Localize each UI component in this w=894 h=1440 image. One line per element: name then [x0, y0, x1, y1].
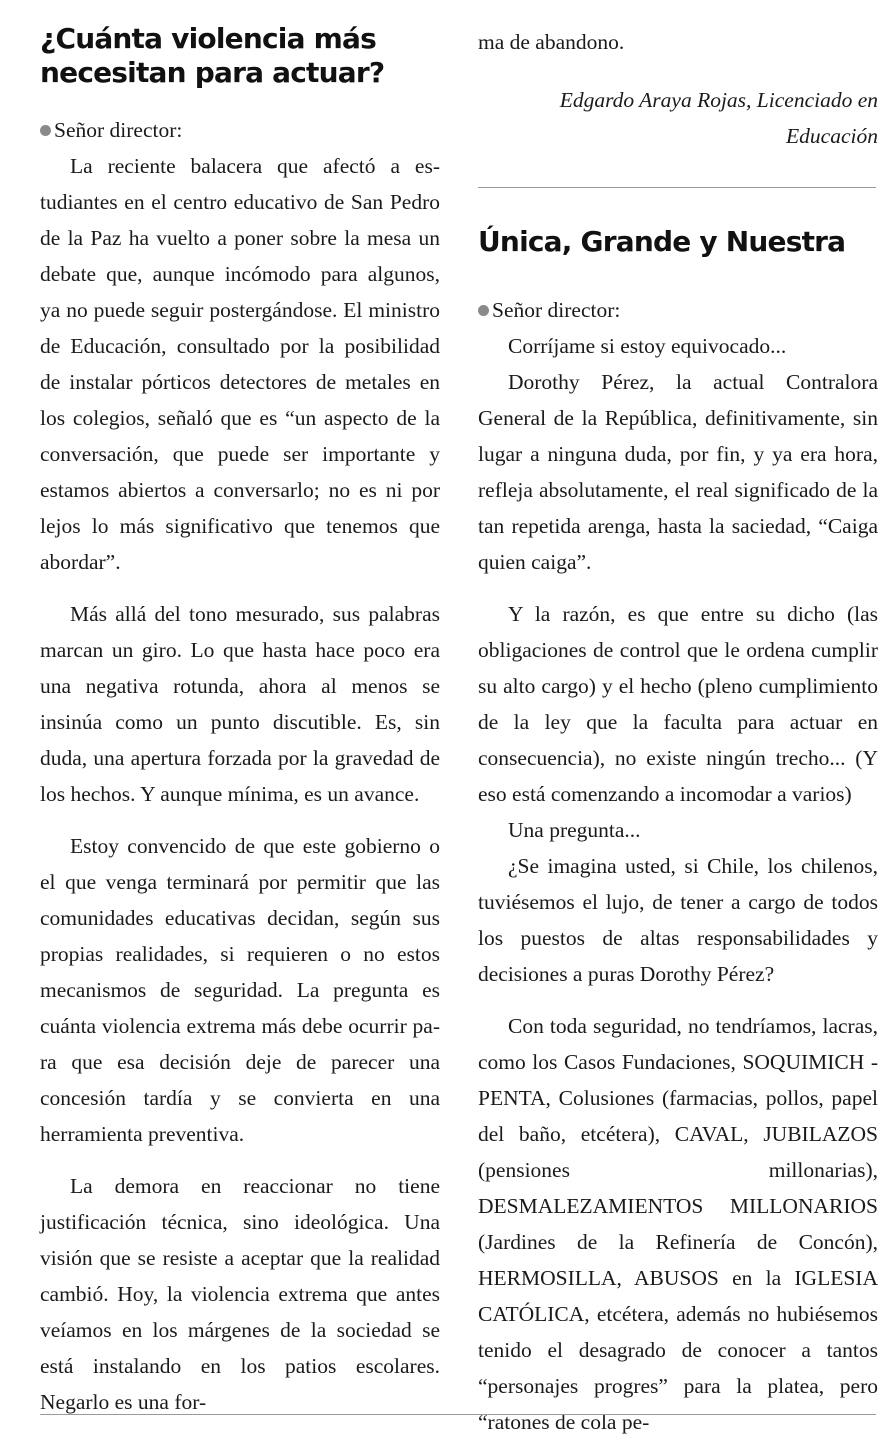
- letter-2-body: [478, 328, 878, 1440]
- column-divider-rule: [478, 187, 876, 188]
- letter-2-paragraph-4: Una pregunta...: [508, 818, 641, 842]
- page-bottom-rule: [40, 1414, 876, 1415]
- letter-2-headline-text: Única, Grande y Nuestra: [478, 225, 846, 258]
- letter-1-body: [40, 148, 440, 1420]
- letter-2-paragraph-3: Y la razón, es que entre su dicho (las obligaciones de control que le ordena cumplir su alto cargo) y el hecho (pleno cumplimiento de la ley que la faculta para actuar en consecuencia), no existe ningún trecho... (Y eso está comenzando a incomodar a varios): [478, 602, 878, 806]
- letter-1-paragraph-4: La demora en reaccionar no tiene justificación técnica, sino ideológica. Una visión que se resiste a aceptar que la realidad cambió. Hoy, la violencia extrema que antes veíamos en los márgenes de la sociedad se está instalando en los patios escolares. Negarlo es una for-: [40, 1174, 440, 1414]
- letter-1-signature: Edgardo Araya Rojas, Licenciado en Educación: [559, 88, 878, 148]
- letter-2-paragraph-5: ¿Se imagina usted, si Chile, los chilenos, tuviésemos el lujo, de tener a cargo de todos los puestos de altas responsabilidades y decisiones a puras Dorothy Pérez?: [478, 854, 878, 986]
- letter-1-paragraph-1: La reciente balacera que afectó a estudiantes en el centro educativo de San Pedro de la Paz ha vuelto a poner sobre la mesa un debate que, aunque incómodo para algunos, ya no puede seguir postergándose. El ministro de Educación, consultado por la posibilidad de instalar pórticos detectores de metales en los colegios, señaló que es “un aspecto de la conversación, que puede ser importante y estamos abiertos a conversarlo; no es ni por lejos lo más significativo que tenemos que abordar”.: [40, 154, 440, 574]
- letter-1-headline: [40, 22, 440, 90]
- letter-1-paragraph-3: Estoy convencido de que este gobierno o el que venga terminará por permitir que las comunidades educativas decidan, según sus propias realidades, si requieren o no estos mecanismos de seguridad. La pregunta es cuánta violencia extrema más debe ocurrir para que esa decisión deje de parecer una concesión tardía y se convierta en una herramienta preventiva.: [40, 834, 440, 1146]
- letter-2-paragraph-6: Con toda seguridad, no tendríamos, lacras, como los Casos Fundaciones, SOQUIMICH - PENTA, Colusiones (farmacias, pollos, papel del baño, etcétera), CAVAL, JUBILAZOS (pensiones millonarias), DESMALEZAMIENTOS MILLONARIOS (Jardines de la Refinería de Concón), HERMOSILLA, ABUSOS en la IGLESIA CATÓLICA, etcétera, además no hubiésemos tenido el desagrado de conocer a tantos “personajes progres” para la platea, pero “ratones de cola pe-: [478, 1014, 878, 1434]
- letter-1: [40, 22, 440, 1420]
- letter-1-headline-text: ¿Cuánta violencia más necesitan para actuar?: [40, 22, 385, 89]
- letter-1-continuation: ma de abandono.: [478, 30, 625, 54]
- bullet-icon: [478, 305, 489, 316]
- bullet-icon: [40, 125, 51, 136]
- letter-2-salutation: [478, 292, 878, 328]
- letter-1-salutation: [40, 112, 440, 148]
- letter-2-paragraph-1: Corríjame si estoy equivocado...: [508, 334, 787, 358]
- letter-2-headline: [478, 225, 878, 259]
- letter-2-paragraph-2: Dorothy Pérez, la actual Contralora General de la República, definitivamente, sin lugar a ninguna duda, por fin, y ya era hora, refleja absolutamente, el real significado de la tan repetida arenga, hasta la saciedad, “Caiga quien caiga”.: [478, 370, 878, 574]
- letter-1-paragraph-2: Más allá del tono mesurado, sus palabras marcan un giro. Lo que hasta hace poco era una negativa rotunda, ahora al menos se insinúa como un punto discutible. Es, sin duda, una apertura forzada por la gravedad de los hechos. Y aunque mínima, es un avance.: [40, 602, 440, 806]
- letter-1-salutation-text: Señor director:: [54, 118, 183, 142]
- letter-2-salutation-text: Señor director:: [492, 298, 621, 322]
- letter-2: [478, 225, 878, 1440]
- right-column: [478, 24, 878, 154]
